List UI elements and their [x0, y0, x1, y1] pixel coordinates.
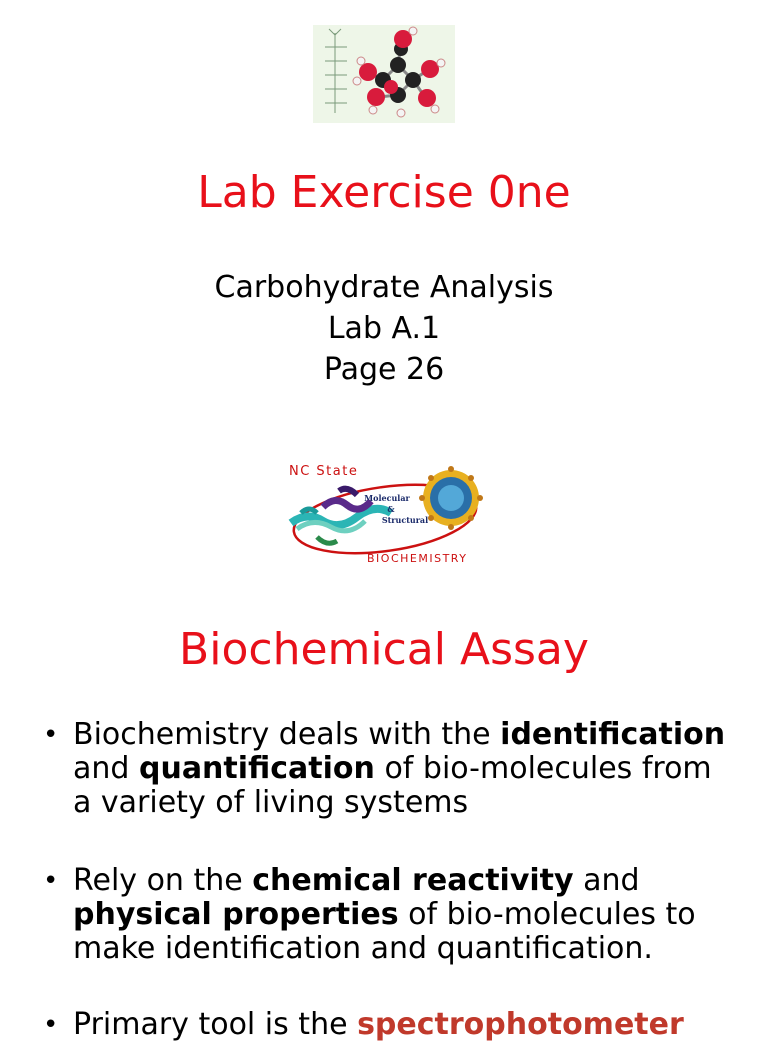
bullet-dot-icon: •: [43, 720, 59, 750]
logo-center-text: Structural: [381, 515, 429, 525]
bullet-item: • Biochemistry deals with the identification and quantification of bio-molecules from a variety of living systems: [43, 717, 726, 820]
logo-top-text: NC State: [289, 464, 359, 479]
bullet-dot-icon: •: [43, 1010, 59, 1040]
highlight-term: spectrophotometer: [357, 1007, 684, 1042]
bold-term: identification: [500, 717, 726, 752]
bullet-dot-icon: •: [43, 866, 59, 896]
section-title: Biochemical Assay: [179, 624, 589, 675]
subtitle-line: Page 26: [323, 352, 445, 387]
logo-center-text: Molecular: [364, 493, 410, 503]
molecule-structure-icon: [313, 25, 455, 123]
molecule-image: [313, 25, 455, 123]
bullet-item: • Primary tool is the spectrophotometer: [43, 1007, 684, 1042]
ncstate-logo: [287, 455, 483, 567]
bold-term: chemical reactivity: [252, 863, 574, 898]
subtitle-line: Lab A.1: [327, 311, 441, 346]
subtitle-line: Carbohydrate Analysis: [214, 270, 554, 305]
bold-term: quantification: [138, 751, 375, 786]
logo-bottom-text: Biochemistry: [367, 552, 468, 565]
slide-title: Lab Exercise 0ne: [197, 167, 571, 218]
bullet-item: • Rely on the chemical reactivity and physical properties of bio-molecules to make identification and quantification.: [43, 863, 696, 966]
logo-center-text: &: [387, 504, 395, 514]
bold-term: physical properties: [73, 897, 399, 932]
biochemistry-logo-icon: [287, 455, 483, 567]
